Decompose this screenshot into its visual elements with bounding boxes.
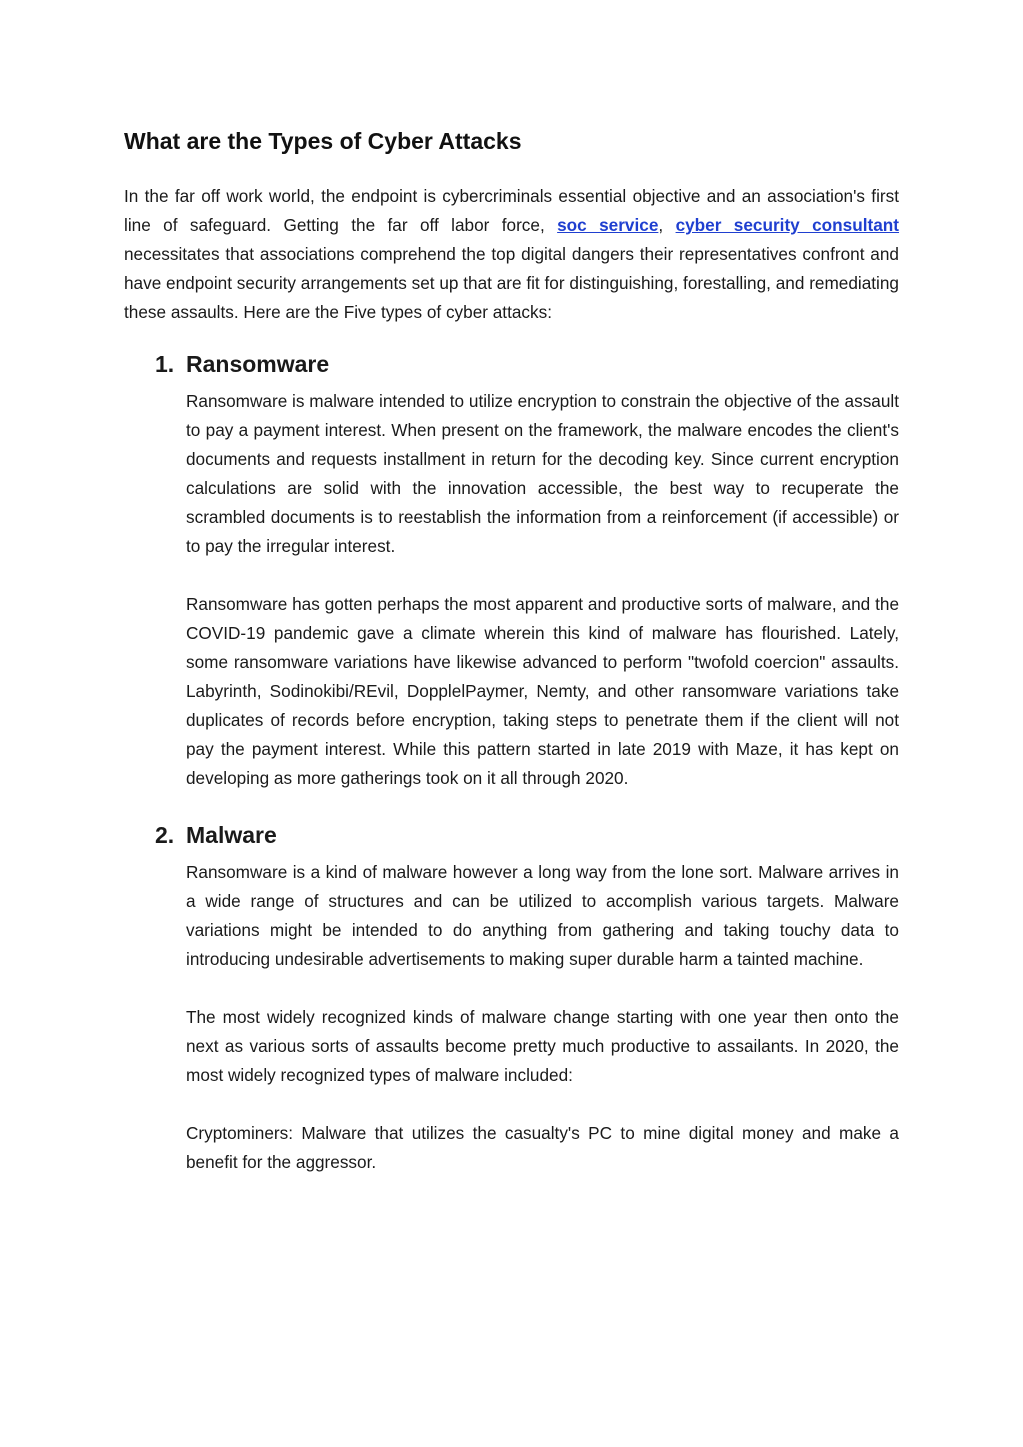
section-heading (155, 822, 899, 858)
intro-separator: , (658, 215, 676, 235)
intro-text-before: In the far off work world, the endpoint is cybercriminals essential objective and an association's first line of safeguard. Getting the far off labor force, (124, 186, 899, 235)
section-body (186, 858, 899, 1177)
intro-paragraph (124, 182, 899, 327)
section-paragraph: Ransomware is a kind of malware however a long way from the lone sort. Malware arrives in a wide range of structures and can be utilized to accomplish various targets. Malware variations might be intended to do anything from gathering and taking touchy data to introducing undesirable advertisements to making super durable harm a tainted machine. (186, 862, 899, 969)
cyber-security-consultant-link[interactable]: cyber security consultant (675, 215, 900, 235)
section-paragraph: Ransomware is malware intended to utilize encryption to constrain the objective of the assault to pay a payment interest. When present on the framework, the malware encodes the client's documents and requests installment in return for the decoding key. Since current encryption calculations are solid with the innovation accessible, the best way to recuperate the scrambled documents is to reestablish the information from a reinforcement (if accessible) or to pay the irregular interest. (186, 391, 899, 556)
section-paragraph: Cryptominers: Malware that utilizes the casualty's PC to mine digital money and make a benefit for the aggressor. (186, 1123, 899, 1172)
section-paragraph: Ransomware has gotten perhaps the most apparent and productive sorts of malware, and the COVID-19 pandemic gave a climate wherein this kind of malware has flourished. Lately, some ransomware variations have likewise advanced to perform "twofold coercion" assaults. Labyrinth, Sodinokibi/REvil, DopplelPaymer, Nemty, and other ransomware variations take duplicates of records before encryption, taking steps to penetrate them if the client will not pay the payment interest. While this pattern started in late 2019 with Maze, it has kept on developing as more gatherings took on it all through 2020. (186, 594, 899, 788)
soc-service-link[interactable]: soc service (557, 215, 659, 235)
section-title: Malware (186, 822, 277, 848)
section-heading (155, 351, 899, 387)
intro-text-after: necessitates that associations comprehend the top digital dangers their representatives confront and have endpoint security arrangements set up that are fit for distinguishing, forestalling, and remediating these assaults. Here are the Five types of cyber attacks: (124, 244, 899, 322)
section-number: 1. (155, 351, 175, 377)
document-page (124, 124, 899, 1177)
section-title: Ransomware (186, 351, 330, 377)
page-title: What are the Types of Cyber Attacks (124, 128, 522, 154)
section-body (186, 387, 899, 793)
section-number: 2. (155, 822, 175, 848)
section-ransomware (124, 351, 899, 793)
section-paragraph: The most widely recognized kinds of malware change starting with one year then onto the next as various sorts of assaults become pretty much productive to assailants. In 2020, the most widely recognized types of malware included: (186, 1007, 899, 1085)
section-malware (124, 822, 899, 1177)
